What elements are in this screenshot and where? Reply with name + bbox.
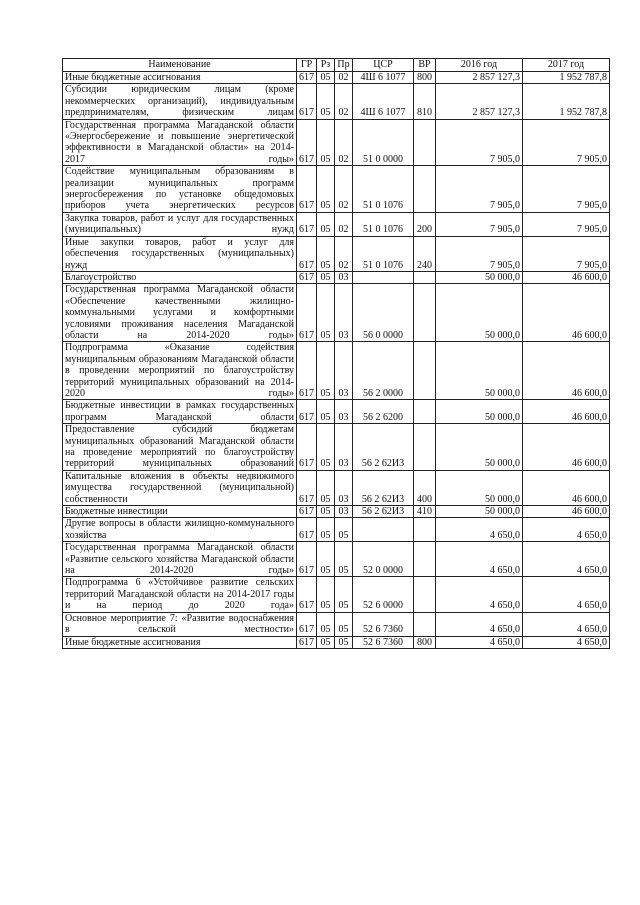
cell-vr: 240 xyxy=(414,236,436,271)
cell-csr: 51 0 1076 xyxy=(353,166,414,213)
cell-csr: 51 0 1076 xyxy=(353,212,414,236)
cell-pr: 03 xyxy=(335,284,353,342)
cell-vr: 800 xyxy=(414,636,436,648)
header-2016: 2016 год xyxy=(436,59,523,72)
cell-2017: 46 600,0 xyxy=(523,506,610,518)
cell-rz: 05 xyxy=(317,212,335,236)
cell-2016: 50 000,0 xyxy=(436,271,523,283)
cell-2017: 7 905,0 xyxy=(523,212,610,236)
cell-csr: 56 0 0000 xyxy=(353,284,414,342)
cell-pr: 03 xyxy=(335,342,353,400)
cell-gr: 617 xyxy=(297,470,317,505)
cell-rz: 05 xyxy=(317,72,335,84)
cell-vr: 200 xyxy=(414,212,436,236)
cell-rz: 05 xyxy=(317,342,335,400)
cell-csr: 52 6 0000 xyxy=(353,577,414,612)
cell-2017: 4 650,0 xyxy=(523,577,610,612)
cell-pr: 03 xyxy=(335,470,353,505)
cell-vr xyxy=(414,284,436,342)
cell-rz: 05 xyxy=(317,236,335,271)
table-row xyxy=(63,542,610,577)
table-row xyxy=(63,72,610,84)
cell-vr xyxy=(414,271,436,283)
cell-2016: 50 000,0 xyxy=(436,342,523,400)
cell-2017: 4 650,0 xyxy=(523,542,610,577)
cell-gr: 617 xyxy=(297,542,317,577)
cell-2017: 7 905,0 xyxy=(523,166,610,213)
cell-2017: 46 600,0 xyxy=(523,342,610,400)
cell-vr xyxy=(414,542,436,577)
cell-rz: 05 xyxy=(317,518,335,542)
table-header-row xyxy=(63,59,610,72)
cell-pr: 02 xyxy=(335,84,353,119)
table-row xyxy=(63,84,610,119)
cell-gr: 617 xyxy=(297,612,317,636)
cell-2017: 46 600,0 xyxy=(523,284,610,342)
cell-name: Субсидии юридическим лицам (кроме некоммерческих организаций), индивидуальным предпринимателям, физическим лицам xyxy=(63,84,297,119)
cell-gr: 617 xyxy=(297,400,317,424)
cell-vr xyxy=(414,577,436,612)
cell-gr: 617 xyxy=(297,84,317,119)
cell-2016: 2 857 127,3 xyxy=(436,72,523,84)
header-csr: ЦСР xyxy=(353,59,414,72)
cell-vr xyxy=(414,518,436,542)
table-body xyxy=(63,72,610,649)
cell-2016: 4 650,0 xyxy=(436,612,523,636)
cell-rz: 05 xyxy=(317,84,335,119)
cell-2017: 46 600,0 xyxy=(523,470,610,505)
cell-gr: 617 xyxy=(297,212,317,236)
cell-vr xyxy=(414,166,436,213)
cell-pr: 02 xyxy=(335,212,353,236)
cell-gr: 617 xyxy=(297,72,317,84)
cell-2017: 46 600,0 xyxy=(523,400,610,424)
header-name: Наименование xyxy=(63,59,297,72)
cell-gr: 617 xyxy=(297,271,317,283)
cell-2017: 4 650,0 xyxy=(523,612,610,636)
cell-2016: 7 905,0 xyxy=(436,166,523,213)
cell-2017: 4 650,0 xyxy=(523,636,610,648)
cell-csr: 52 6 7360 xyxy=(353,612,414,636)
cell-2016: 2 857 127,3 xyxy=(436,84,523,119)
cell-name: Бюджетные инвестиции xyxy=(63,506,297,518)
cell-vr xyxy=(414,119,436,166)
cell-pr: 03 xyxy=(335,400,353,424)
cell-gr: 617 xyxy=(297,636,317,648)
cell-2016: 7 905,0 xyxy=(436,236,523,271)
budget-table xyxy=(62,58,610,649)
budget-table-page xyxy=(62,58,609,649)
cell-2016: 4 650,0 xyxy=(436,542,523,577)
cell-pr: 05 xyxy=(335,518,353,542)
header-rz: Рз xyxy=(317,59,335,72)
cell-vr xyxy=(414,342,436,400)
cell-rz: 05 xyxy=(317,119,335,166)
cell-vr xyxy=(414,424,436,471)
cell-pr: 02 xyxy=(335,236,353,271)
cell-name: Государственная программа Магаданской области «Развитие сельского хозяйства Магаданской области на 2014-2020 годы» xyxy=(63,542,297,577)
cell-name: Государственная программа Магаданской области «Обеспечение качественными жилищно-коммунальными услугами и комфортными условиями проживания населения Магаданской области на 2014-2020 годы» xyxy=(63,284,297,342)
cell-2016: 50 000,0 xyxy=(436,284,523,342)
cell-name: Государственная программа Магаданской области «Энергосбережение и повышение энергетической эффективности в Магаданской области» на 2014-2017 годы» xyxy=(63,119,297,166)
cell-name: Содействие муниципальным образованиям в реализации муниципальных программ энергосбережения по установке общедомовых приборов учета энергетических ресурсов xyxy=(63,166,297,213)
cell-name: Иные бюджетные ассигнования xyxy=(63,72,297,84)
cell-name: Основное мероприятие 7: «Развитие водоснабжения в сельской местности» xyxy=(63,612,297,636)
cell-rz: 05 xyxy=(317,506,335,518)
cell-2016: 7 905,0 xyxy=(436,119,523,166)
cell-2016: 50 000,0 xyxy=(436,424,523,471)
table-row xyxy=(63,470,610,505)
cell-csr: 51 0 1076 xyxy=(353,236,414,271)
cell-gr: 617 xyxy=(297,119,317,166)
cell-rz: 05 xyxy=(317,542,335,577)
cell-2017: 1 952 787,8 xyxy=(523,72,610,84)
cell-vr xyxy=(414,400,436,424)
cell-csr: 56 2 0000 xyxy=(353,342,414,400)
table-row xyxy=(63,400,610,424)
cell-pr: 02 xyxy=(335,72,353,84)
cell-gr: 617 xyxy=(297,166,317,213)
cell-gr: 617 xyxy=(297,506,317,518)
cell-rz: 05 xyxy=(317,636,335,648)
table-row xyxy=(63,612,610,636)
cell-2017: 4 650,0 xyxy=(523,518,610,542)
cell-2016: 4 650,0 xyxy=(436,636,523,648)
cell-name: Бюджетные инвестиции в рамках государственных программ Магаданской области xyxy=(63,400,297,424)
cell-2017: 46 600,0 xyxy=(523,424,610,471)
cell-pr: 03 xyxy=(335,506,353,518)
table-row xyxy=(63,577,610,612)
table-row xyxy=(63,212,610,236)
cell-vr: 800 xyxy=(414,72,436,84)
cell-vr: 810 xyxy=(414,84,436,119)
cell-2016: 50 000,0 xyxy=(436,470,523,505)
cell-csr: 56 2 62И3 xyxy=(353,506,414,518)
cell-name: Иные бюджетные ассигнования xyxy=(63,636,297,648)
table-row xyxy=(63,342,610,400)
cell-2017: 7 905,0 xyxy=(523,119,610,166)
cell-2016: 4 650,0 xyxy=(436,518,523,542)
cell-csr: 56 2 62И3 xyxy=(353,470,414,505)
cell-pr: 03 xyxy=(335,424,353,471)
cell-vr: 400 xyxy=(414,470,436,505)
cell-2016: 4 650,0 xyxy=(436,577,523,612)
cell-pr: 05 xyxy=(335,636,353,648)
cell-2016: 50 000,0 xyxy=(436,400,523,424)
cell-pr: 03 xyxy=(335,271,353,283)
cell-csr: 56 2 6200 xyxy=(353,400,414,424)
cell-2016: 7 905,0 xyxy=(436,212,523,236)
cell-pr: 05 xyxy=(335,577,353,612)
cell-gr: 617 xyxy=(297,424,317,471)
cell-csr: 4Ш 6 1077 xyxy=(353,72,414,84)
header-pr: Пр xyxy=(335,59,353,72)
cell-name: Подпрограмма «Оказание содействия муниципальным образованиям Магаданской области в проведении мероприятий по благоустройству территорий муниципальных образований на 2014-2020 годы» xyxy=(63,342,297,400)
cell-name: Предоставление субсидий бюджетам муниципальных образований Магаданской области на проведение мероприятий по благоустройству территорий муниципальных образований xyxy=(63,424,297,471)
cell-rz: 05 xyxy=(317,271,335,283)
cell-2017: 46 600,0 xyxy=(523,271,610,283)
cell-gr: 617 xyxy=(297,236,317,271)
cell-rz: 05 xyxy=(317,612,335,636)
table-row xyxy=(63,424,610,471)
cell-csr: 4Ш 6 1077 xyxy=(353,84,414,119)
table-row xyxy=(63,236,610,271)
cell-vr xyxy=(414,612,436,636)
cell-gr: 617 xyxy=(297,577,317,612)
cell-rz: 05 xyxy=(317,166,335,213)
cell-csr: 52 6 7360 xyxy=(353,636,414,648)
cell-name: Капитальные вложения в объекты недвижимого имущества государственной (муниципальной) собственности xyxy=(63,470,297,505)
table-row xyxy=(63,518,610,542)
header-vr: ВР xyxy=(414,59,436,72)
header-2017: 2017 год xyxy=(523,59,610,72)
cell-pr: 02 xyxy=(335,166,353,213)
cell-2017: 1 952 787,8 xyxy=(523,84,610,119)
cell-csr: 52 0 0000 xyxy=(353,542,414,577)
cell-name: Подпрограмма 6 «Устойчивое развитие сельских территорий Магаданской области на 2014-2017 годы и на период до 2020 года» xyxy=(63,577,297,612)
table-row xyxy=(63,636,610,648)
cell-2017: 7 905,0 xyxy=(523,236,610,271)
table-row xyxy=(63,119,610,166)
cell-gr: 617 xyxy=(297,342,317,400)
cell-rz: 05 xyxy=(317,577,335,612)
cell-gr: 617 xyxy=(297,284,317,342)
cell-2016: 50 000,0 xyxy=(436,506,523,518)
cell-csr: 51 0 0000 xyxy=(353,119,414,166)
cell-pr: 02 xyxy=(335,119,353,166)
cell-csr: 56 2 62И3 xyxy=(353,424,414,471)
cell-pr: 05 xyxy=(335,612,353,636)
table-row xyxy=(63,271,610,283)
cell-rz: 05 xyxy=(317,284,335,342)
cell-name: Благоустройство xyxy=(63,271,297,283)
header-gr: ГР xyxy=(297,59,317,72)
cell-rz: 05 xyxy=(317,424,335,471)
cell-name: Закупка товаров, работ и услуг для государственных (муниципальных) нужд xyxy=(63,212,297,236)
cell-csr xyxy=(353,271,414,283)
cell-rz: 05 xyxy=(317,400,335,424)
cell-name: Иные закупки товаров, работ и услуг для обеспечения государственных (муниципальных) нужд xyxy=(63,236,297,271)
cell-pr: 05 xyxy=(335,542,353,577)
table-row xyxy=(63,284,610,342)
cell-name: Другие вопросы в области жилищно-коммунального хозяйства xyxy=(63,518,297,542)
cell-gr: 617 xyxy=(297,518,317,542)
cell-vr: 410 xyxy=(414,506,436,518)
cell-csr xyxy=(353,518,414,542)
cell-rz: 05 xyxy=(317,470,335,505)
table-row xyxy=(63,506,610,518)
table-row xyxy=(63,166,610,213)
